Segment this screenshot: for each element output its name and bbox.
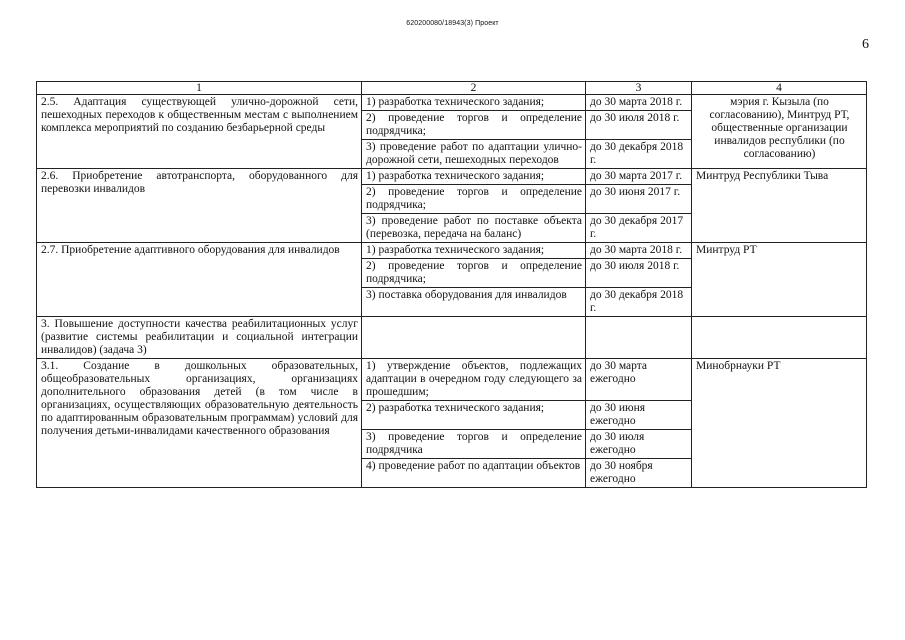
executor-cell: мэрия г. Кызыла (по согласованию), Минтруд РТ, общественные организации инвалидов республики (по согласованию) xyxy=(692,95,867,169)
step-cell: 2) проведение торгов и определение подрядчика; xyxy=(362,111,586,140)
step-cell: 1) разработка технического задания; xyxy=(362,169,586,185)
action-plan-table xyxy=(36,81,867,488)
step-cell: 3) поставка оборудования для инвалидов xyxy=(362,288,586,317)
table-row xyxy=(37,317,867,359)
document-header-id: 620200080/18943(3) Проект xyxy=(406,20,499,27)
column-number: 2 xyxy=(362,82,586,95)
page-number: 6 xyxy=(862,37,869,52)
deadline-cell: до 30 декабря 2018 г. xyxy=(586,140,692,169)
step-cell: 1) утверждение объектов, подлежащих адаптации в очередном году следующего за прошедшим; xyxy=(362,359,586,401)
step-cell: 2) проведение торгов и определение подрядчика; xyxy=(362,185,586,214)
measure-cell: 2.7. Приобретение адаптивного оборудования для инвалидов xyxy=(37,243,362,317)
deadline-cell: до 30 марта ежегодно xyxy=(586,359,692,401)
column-number: 1 xyxy=(37,82,362,95)
executor-cell: Минтруд Республики Тыва xyxy=(692,169,867,243)
executor-cell: Минтруд РТ xyxy=(692,243,867,317)
deadline-cell: до 30 марта 2017 г. xyxy=(586,169,692,185)
table-row xyxy=(37,243,867,259)
deadline-cell: до 30 июля ежегодно xyxy=(586,430,692,459)
step-cell: 1) разработка технического задания; xyxy=(362,95,586,111)
measure-cell: 2.5. Адаптация существующей улично-дорожной сети, пешеходных переходов к общественным местам с выполнением комплекса мероприятий по созданию безбарьерной среды xyxy=(37,95,362,169)
deadline-cell: до 30 июля 2018 г. xyxy=(586,259,692,288)
step-cell: 3) проведение торгов и определение подрядчика xyxy=(362,430,586,459)
deadline-cell: до 30 марта 2018 г. xyxy=(586,243,692,259)
section-heading-cell: 3. Повышение доступности качества реабилитационных услуг (развитие системы реабилитации и социальной интеграции инвалидов) (задача 3) xyxy=(37,317,362,359)
column-number-row xyxy=(37,82,867,95)
executor-cell: Минобрнауки РТ xyxy=(692,359,867,488)
measure-cell: 3.1. Создание в дошкольных образовательных, общеобразовательных организациях, организациях дополнительного образования детей (в том числе в организациях, осуществляющих образовательную деятельность по адаптированным образовательным программам) условий для получения детьми-инвалидами качественного образования xyxy=(37,359,362,488)
step-cell: 4) проведение работ по адаптации объектов xyxy=(362,459,586,488)
step-cell: 2) разработка технического задания; xyxy=(362,401,586,430)
step-cell: 1) разработка технического задания; xyxy=(362,243,586,259)
table-row xyxy=(37,359,867,401)
measure-cell: 2.6. Приобретение автотранспорта, оборудованного для перевозки инвалидов xyxy=(37,169,362,243)
step-cell: 3) проведение работ по поставке объекта (перевозка, передача на баланс) xyxy=(362,214,586,243)
table-row xyxy=(37,95,867,111)
column-number: 3 xyxy=(586,82,692,95)
deadline-cell: до 30 июня ежегодно xyxy=(586,401,692,430)
deadline-cell: до 30 марта 2018 г. xyxy=(586,95,692,111)
empty-cell xyxy=(362,317,586,359)
deadline-cell: до 30 декабря 2018 г. xyxy=(586,288,692,317)
table-row xyxy=(37,169,867,185)
empty-cell xyxy=(692,317,867,359)
step-cell: 3) проведение работ по адаптации улично-дорожной сети, пешеходных переходов xyxy=(362,140,586,169)
deadline-cell: до 30 декабря 2017 г. xyxy=(586,214,692,243)
step-cell: 2) проведение торгов и определение подрядчика; xyxy=(362,259,586,288)
deadline-cell: до 30 июня 2017 г. xyxy=(586,185,692,214)
deadline-cell: до 30 ноября ежегодно xyxy=(586,459,692,488)
column-number: 4 xyxy=(692,82,867,95)
empty-cell xyxy=(586,317,692,359)
deadline-cell: до 30 июля 2018 г. xyxy=(586,111,692,140)
